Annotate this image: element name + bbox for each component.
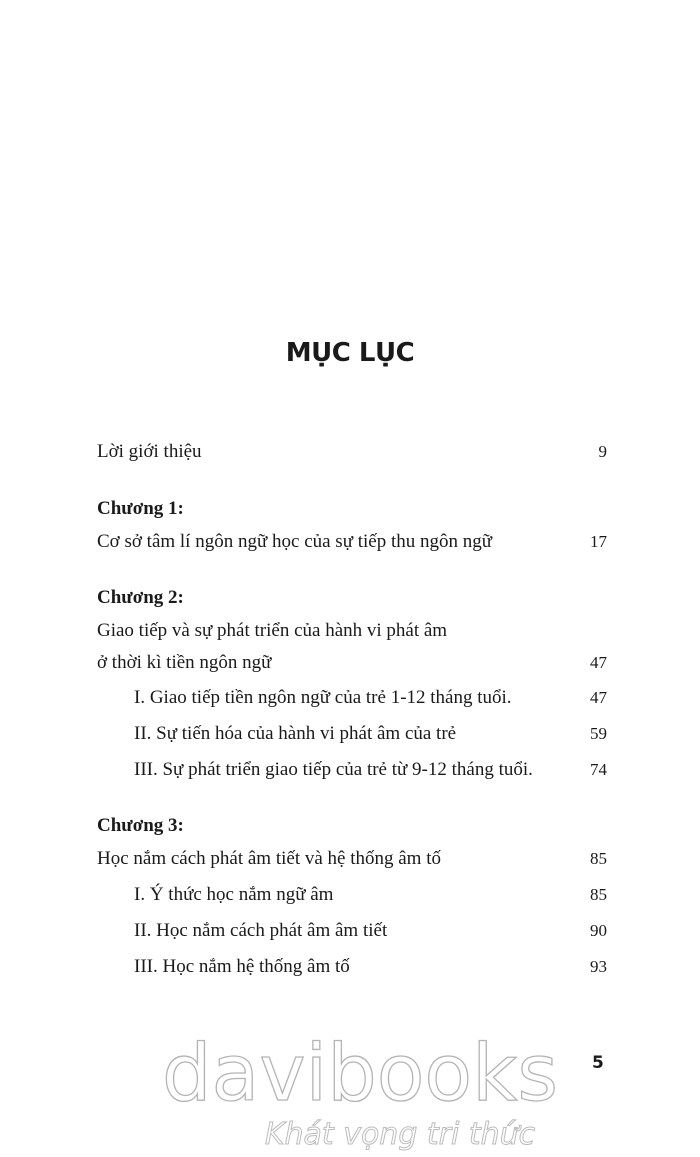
toc-section-2-1[interactable] [134,686,607,710]
toc-page-number: 59 [590,724,607,743]
toc-entry-chapter-2-line2[interactable] [97,651,607,675]
toc-page-number: 85 [590,849,607,868]
chapter-heading-text: Chương 1: [97,498,184,519]
toc-section-2-2[interactable] [134,722,607,746]
toc-entry-chapter-2-line1[interactable] [97,619,607,643]
toc-page-number: 74 [590,760,607,779]
toc-page-number: 47 [590,653,607,672]
toc-entry-title: III. Sự phát triển giao tiếp của trẻ từ 9-12 tháng tuổi. [134,759,533,780]
chapter-1-heading [97,497,607,521]
chapter-heading-text: Chương 3: [97,815,184,836]
toc-entry-chapter-1[interactable] [97,530,607,554]
toc-section-3-3[interactable] [134,955,607,979]
toc-entry-title: I. Giao tiếp tiền ngôn ngữ của trẻ 1-12 tháng tuổi. [134,687,512,708]
toc-entry-intro[interactable] [97,440,607,464]
toc-entry-title: Học nắm cách phát âm tiết và hệ thống âm tố [97,848,441,869]
davibooks-watermark [150,1020,570,1155]
toc-page-number: 47 [590,688,607,707]
toc-page-number: 93 [590,957,607,976]
toc-section-3-1[interactable] [134,883,607,907]
toc-entry-title: II. Sự tiến hóa của hành vi phát âm của trẻ [134,723,457,744]
toc-entry-title: Cơ sở tâm lí ngôn ngữ học của sự tiếp thu ngôn ngữ [97,531,493,552]
toc-entry-title: Giao tiếp và sự phát triển của hành vi phát âm [97,620,448,641]
toc-entry-title: III. Học nắm hệ thống âm tố [134,956,350,977]
chapter-2-heading [97,586,607,610]
chapter-3-heading [97,814,607,838]
toc-page-number: 17 [590,532,607,551]
toc-page-number: 85 [590,885,607,904]
toc-section-3-2[interactable] [134,919,607,943]
toc-entry-title: II. Học nắm cách phát âm âm tiết [134,920,388,941]
watermark-tagline: Khát vọng tri thức [264,1117,536,1152]
page-number: 5 [592,1053,604,1073]
chapter-heading-text: Chương 2: [97,587,184,608]
toc-section-2-3[interactable] [134,758,607,782]
toc-entry-title: ở thời kì tiền ngôn ngữ [97,652,272,673]
toc-entry-title: Lời giới thiệu [97,441,202,462]
toc-entry-chapter-3[interactable] [97,847,607,871]
toc-entry-title: I. Ý thức học nắm ngữ âm [134,884,334,905]
watermark-brand: davibooks [162,1029,558,1119]
toc-page-number: 90 [590,921,607,940]
toc-page-number: 9 [598,442,607,461]
page-title: MỤC LỤC [285,338,415,368]
